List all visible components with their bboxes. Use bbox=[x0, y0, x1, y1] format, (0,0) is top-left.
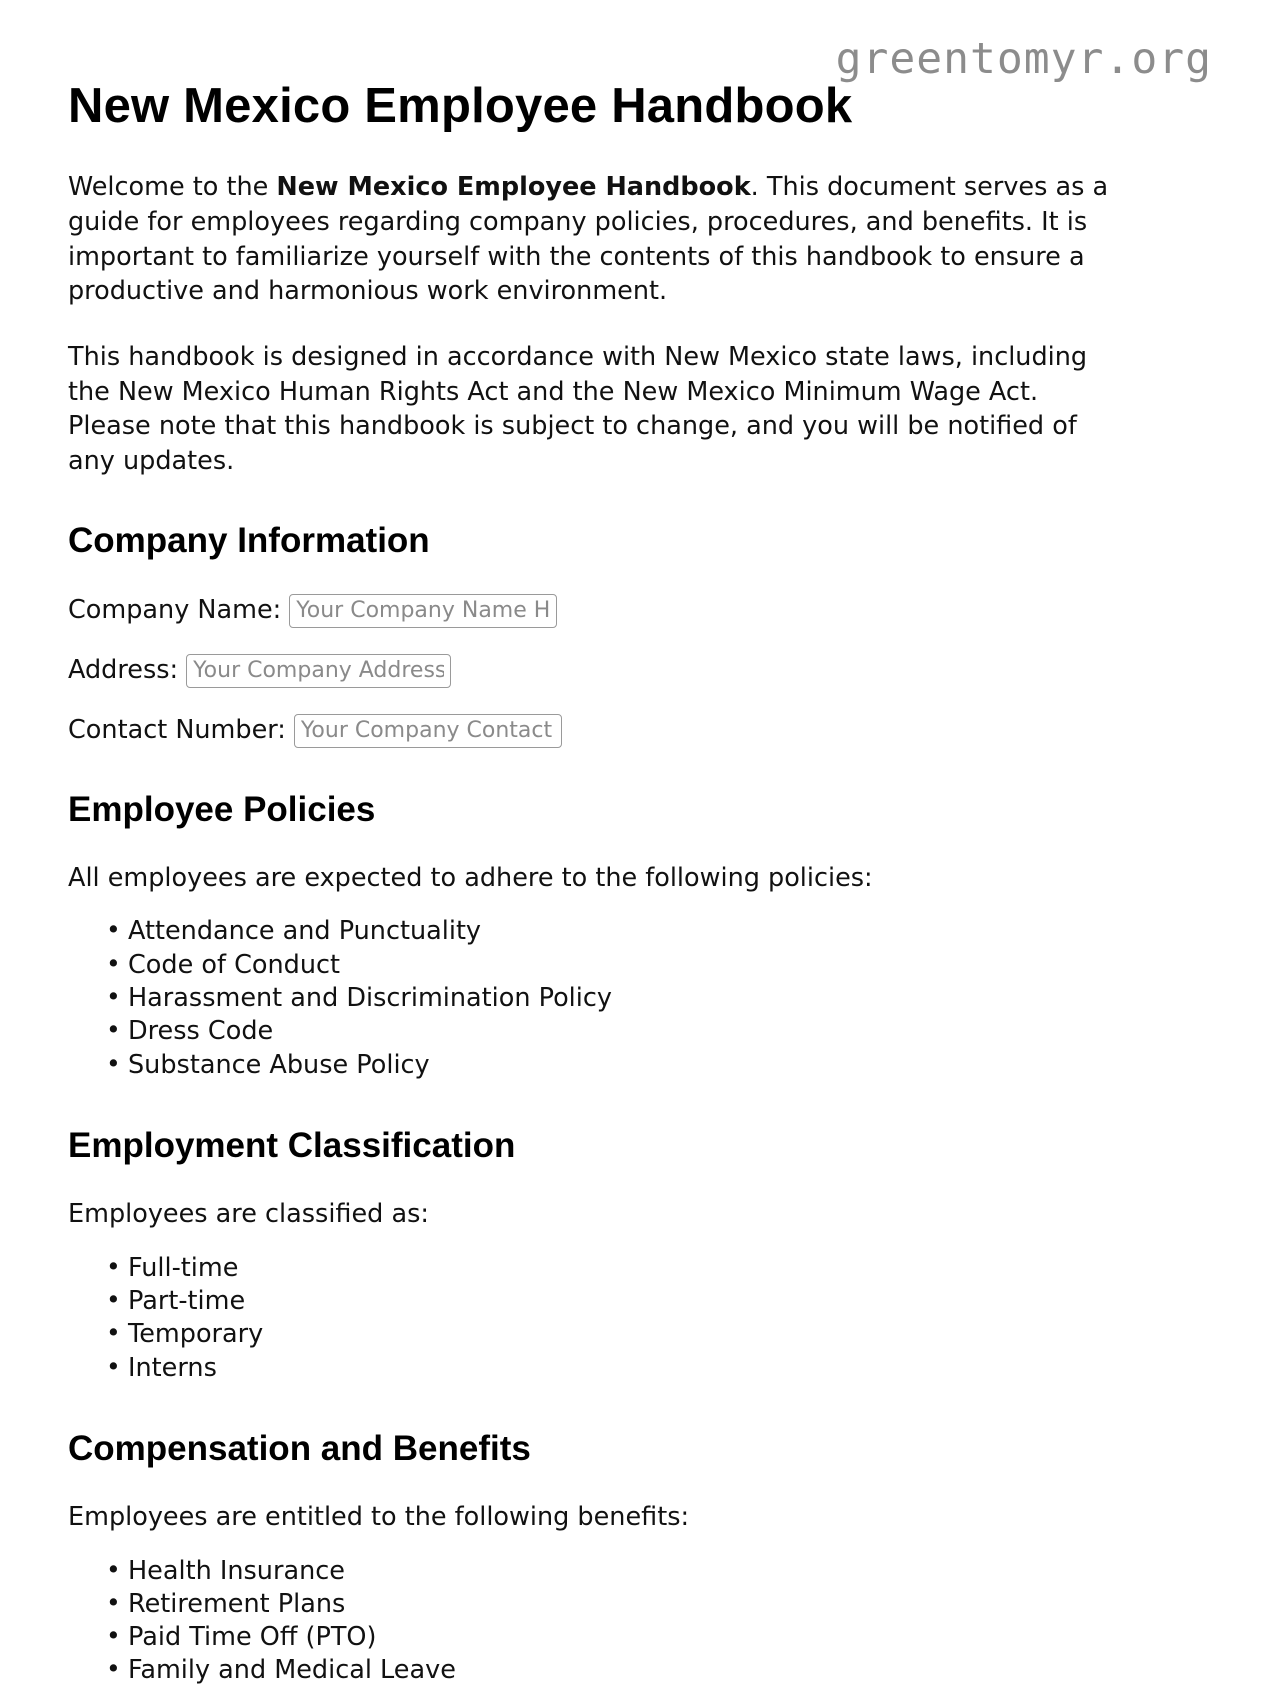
list-item: • Interns bbox=[68, 1354, 1214, 1387]
list-item: • Code of Conduct bbox=[68, 951, 1214, 984]
compensation-and-benefits-list bbox=[68, 1535, 1214, 1690]
employment-classification-list bbox=[68, 1232, 1214, 1387]
section-heading-employment-classification: Employment Classification bbox=[68, 1125, 516, 1165]
list-item: • Attendance and Punctuality bbox=[68, 917, 1214, 950]
section-heading-employee-policies: Employee Policies bbox=[68, 789, 376, 829]
list-item: • Family and Medical Leave bbox=[68, 1656, 1214, 1689]
label-company-name: Company Name: bbox=[68, 595, 282, 626]
site-watermark: greentomyr.org bbox=[835, 34, 1212, 84]
employee-policies-list bbox=[68, 895, 1214, 1084]
company-name-input[interactable] bbox=[289, 594, 557, 628]
section-heading-company-information: Company Information bbox=[68, 520, 430, 560]
field-row-company-name bbox=[68, 562, 1214, 628]
compensation-and-benefits-lead: Employees are entitled to the following benefits: bbox=[68, 1501, 690, 1532]
handbook-name-bold: New Mexico Employee Handbook bbox=[276, 172, 751, 203]
section-heading-compensation-and-benefits: Compensation and Benefits bbox=[68, 1428, 531, 1468]
list-item: • Retirement Plans bbox=[68, 1590, 1214, 1623]
intro-text-before-bold: Welcome to the bbox=[68, 172, 277, 203]
list-item: • Paid Time Off (PTO) bbox=[68, 1623, 1214, 1656]
list-item: • Temporary bbox=[68, 1320, 1214, 1353]
intro-paragraph-1 bbox=[68, 134, 1123, 309]
list-item: • Substance Abuse Policy bbox=[68, 1051, 1214, 1084]
list-item: • Part-time bbox=[68, 1287, 1214, 1320]
contact-number-input[interactable] bbox=[294, 714, 562, 748]
field-row-address bbox=[68, 628, 1214, 688]
list-item: • Health Insurance bbox=[68, 1557, 1214, 1590]
employment-classification-lead: Employees are classified as: bbox=[68, 1198, 429, 1229]
intro-paragraph-2: This handbook is designed in accordance with New Mexico state laws, including the New Mexico Human Rights Act and the New Mexico Minimum Wage Act. Please note that this handbook is subject to change, and you will be notified of any updates. bbox=[68, 342, 1088, 477]
list-item: • Full-time bbox=[68, 1254, 1214, 1287]
intro-text-after-bold: . This document serves as a guide for employees regarding company policies, procedures, and benefits. It is important to familiarize yourself with the contents of this handbook to ensure a productive and harmonious work environment. bbox=[68, 172, 1109, 307]
page-title: New Mexico Employee Handbook bbox=[68, 79, 853, 133]
list-item: • Harassment and Discrimination Policy bbox=[68, 984, 1214, 1017]
label-address: Address: bbox=[68, 655, 179, 686]
field-row-contact-number bbox=[68, 688, 1214, 748]
employee-policies-lead: All employees are expected to adhere to the following policies: bbox=[68, 862, 873, 893]
label-contact-number: Contact Number: bbox=[68, 715, 286, 746]
list-item: • Dress Code bbox=[68, 1017, 1214, 1050]
address-input[interactable] bbox=[186, 654, 451, 688]
